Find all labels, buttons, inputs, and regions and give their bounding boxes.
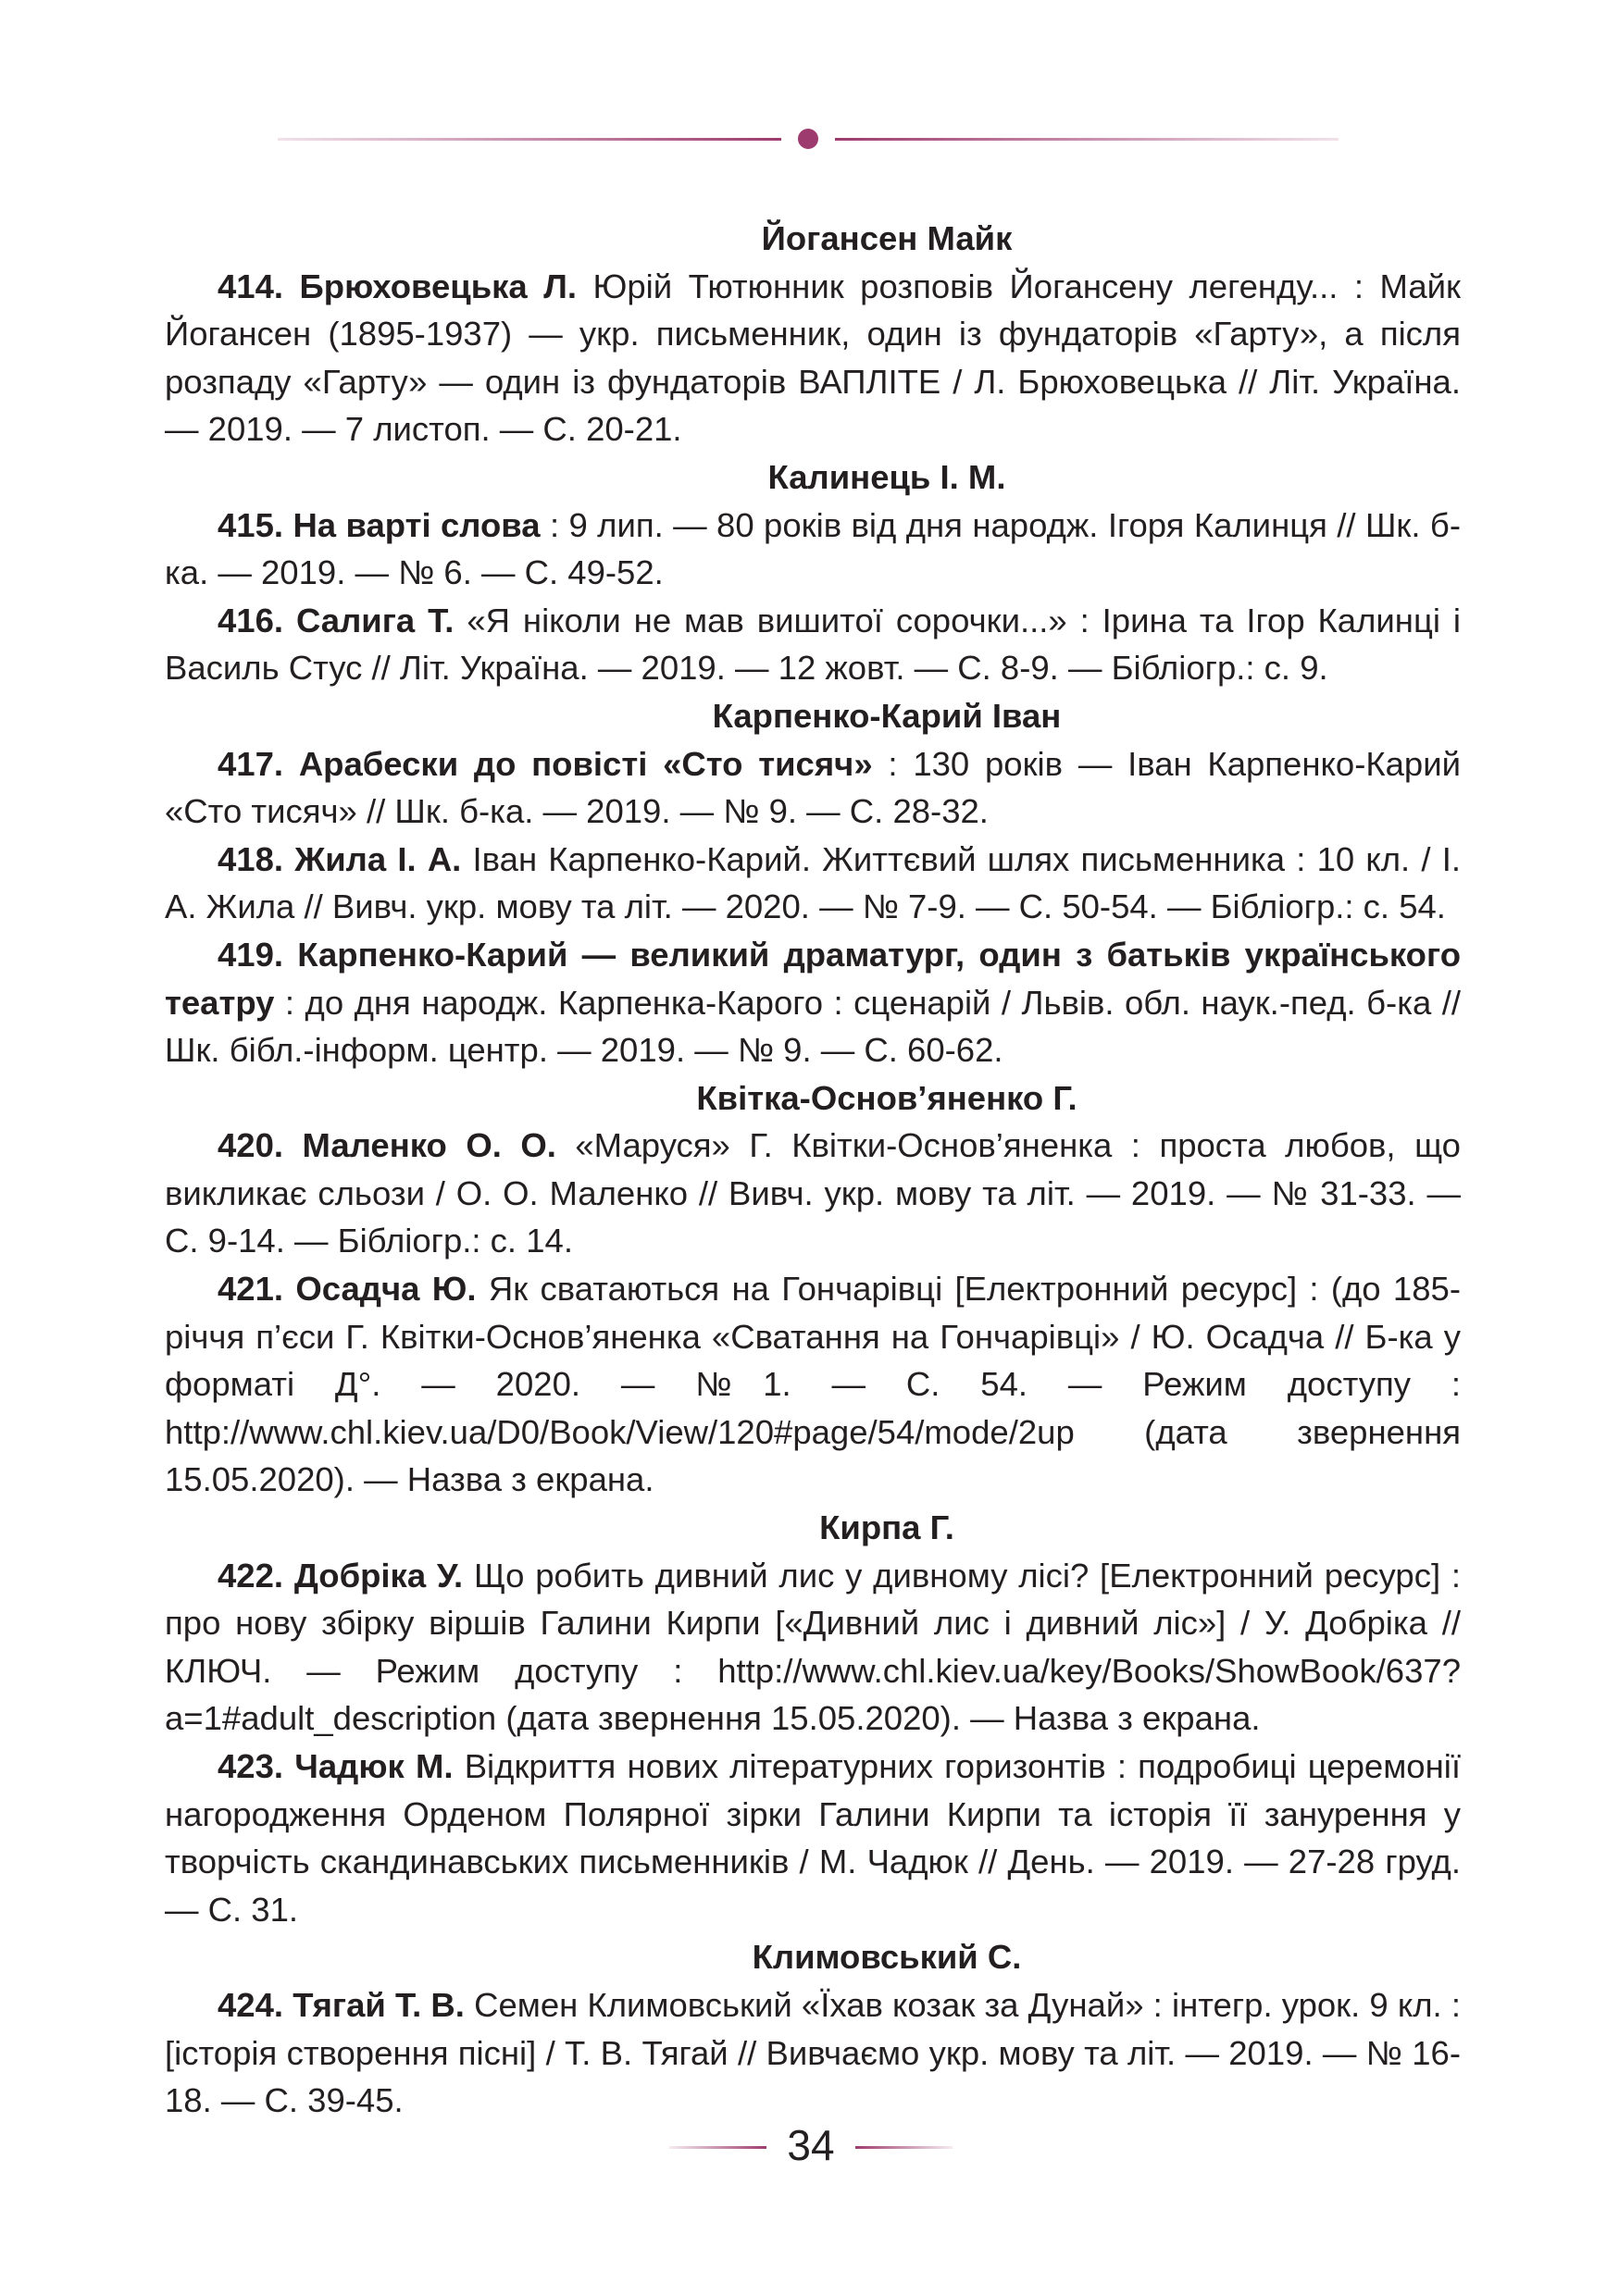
bibliography-entry — [165, 740, 1461, 836]
entry-number: 415. — [218, 505, 284, 544]
entry-author-title: Добріка У. — [293, 1556, 464, 1595]
entry-description: «Я ніколи не мав вишитої сорочки...» : Ірина та Ігор Калинці і Василь Стус // Літ. Україна. — 2019. — 12 жовт. — С. 8-9. — Бібліогр.: с. 9. — [165, 601, 1461, 688]
entry-author-title: На варті слова — [293, 505, 541, 544]
page-footer — [0, 2117, 1619, 2173]
entry-author-title: Чадюк М. — [294, 1747, 454, 1785]
section-heading: Йогансен Майк — [761, 219, 1013, 257]
entry-author-title: Брюховецька Л. — [299, 267, 577, 305]
bibliography-content — [165, 215, 1461, 2125]
header-ornament-dot — [798, 129, 818, 149]
entry-number: 421. — [218, 1270, 284, 1309]
header-rule-right — [835, 138, 1339, 141]
entry-author-title: Салига Т. — [295, 601, 455, 639]
entry-number: 424. — [218, 1985, 284, 2024]
entry-description: Як сватаються на Гончарівці [Електронний ресурс] : (до 185-річчя п’єси Г. Квітки-Основ’яненка «Сватання на Гончарівці» / Ю. Осадча // Б-ка у форматі Д°. — 2020. — №1. — С. 54. — Режим доступу : http://www.chl.kiev.ua/D0/Book/View/120#page/54/mode/2up (дата звернення 15.05.2020). — Назва з екрана. — [165, 1270, 1461, 1499]
bibliography-entry — [165, 263, 1461, 453]
bibliography-entry — [165, 1265, 1461, 1504]
bibliography-entry — [165, 1552, 1461, 1743]
section-heading: Кирпа Г. — [819, 1508, 954, 1547]
entry-number: 420. — [218, 1126, 284, 1165]
entry-description: : до дня народж. Карпенка-Карого : сценарій / Львів. обл. наук.-пед. б-ка // Шк. бібл.-інформ. центр. — 2019. — № 9. — С. 60-62. — [165, 983, 1461, 1070]
entry-description: Семен Климовський «Їхав козак за Дунай» : інтегр. урок. 9 кл. : [історія створення пісні] / Т. В. Тягай // Вивчаємо укр. мову та літ. — 2019. — № 16-18. — С. 39-45. — [165, 1985, 1461, 2120]
footer-rule-left — [669, 2146, 766, 2149]
bibliography-entry — [165, 836, 1461, 931]
bibliography-entry — [165, 502, 1461, 597]
bibliography-entry — [165, 597, 1461, 692]
page-number: 34 — [787, 2121, 835, 2169]
entry-author-title: Осадча Ю. — [295, 1270, 477, 1309]
section-heading: Калинець І. М. — [767, 457, 1006, 496]
entry-number: 418. — [218, 839, 284, 878]
entry-number: 416. — [218, 601, 284, 639]
bibliography-entry — [165, 1122, 1461, 1265]
entry-description: Відкриття нових літературних горизонтів : подробиці церемонії нагородження Орденом Полярної зірки Галини Кирпи та історія її занурення у творчість скандинавських письменників / М. Чадюк // День. — 2019. — 27-28 груд. — С. 31. — [165, 1747, 1461, 1929]
entry-description: Юрій Тютюнник розповів Йогансену легенду... : Майк Йогансен (1895-1937) — укр. письменник, один із фундаторів «Гарту», а після розпаду «Гарту» — один із фундаторів ВАПЛІТЕ / Л. Брюховецька // Літ. Україна. — 2019. — 7 листоп. — С. 20-21. — [165, 267, 1461, 449]
entry-author-title: Тягай Т. В. — [293, 1985, 465, 2024]
header-ornament — [278, 126, 1339, 154]
entry-author-title: Жила І. А. — [294, 839, 462, 878]
entry-description: «Маруся» Г. Квітки-Основ’яненка : проста любов, що викликає сльози / О. О. Маленко // Вивч. укр. мову та літ. — 2019. — № 31-33. — С. 9-14. — Бібліогр.: с. 14. — [165, 1126, 1461, 1260]
bibliography-entry — [165, 931, 1461, 1074]
footer-rule-right — [855, 2146, 953, 2149]
section-heading: Климовський С. — [752, 1938, 1022, 1977]
header-rule-left — [278, 138, 781, 141]
entry-author-title: Карпенко-Карий — великий драматург, один з батьків українського театру — [165, 935, 1461, 1022]
bibliography-entry — [165, 1743, 1461, 1933]
entry-description: Що робить дивний лис у дивному лісі? [Електронний ресурс] : про нову збірку віршів Галини Кирпи [«Дивний лис і дивний ліс»] / У. Добріка // КЛЮЧ. — Режим доступу : http://www.chl.kiev.ua/key/Books/ShowBook/637?a=1#adult_description (дата звернення 15.05.2020). — Назва з екрана. — [165, 1556, 1461, 1738]
section-heading: Квітка-Основ’яненко Г. — [696, 1078, 1077, 1117]
entry-description: : 130 років — Іван Карпенко-Карий «Сто тисяч» // Шк. б-ка. — 2019. — № 9. — С. 28-32. — [165, 744, 1461, 831]
section-heading: Карпенко-Карий Іван — [712, 696, 1062, 735]
entry-number: 417. — [218, 744, 284, 783]
entry-author-title: Арабески до повісті «Сто тисяч» — [298, 744, 873, 783]
entry-number: 423. — [218, 1747, 284, 1785]
entry-number: 422. — [218, 1556, 284, 1595]
entry-number: 419. — [218, 935, 284, 974]
entry-description: Іван Карпенко-Карий. Життєвий шлях письменника : 10 кл. / І. А. Жила // Вивч. укр. мову та літ. — 2020. — № 7-9. — С. 50-54. — Бібліогр.: с. 54. — [165, 839, 1461, 926]
bibliography-entry — [165, 1981, 1461, 2125]
entry-number: 414. — [218, 267, 284, 305]
entry-author-title: Маленко О. О. — [302, 1126, 556, 1165]
entry-description: : 9 лип. — 80 років від дня народж. Ігоря Калинця // Шк. б-ка. — 2019. — № 6. — С. 49-52. — [165, 505, 1461, 592]
